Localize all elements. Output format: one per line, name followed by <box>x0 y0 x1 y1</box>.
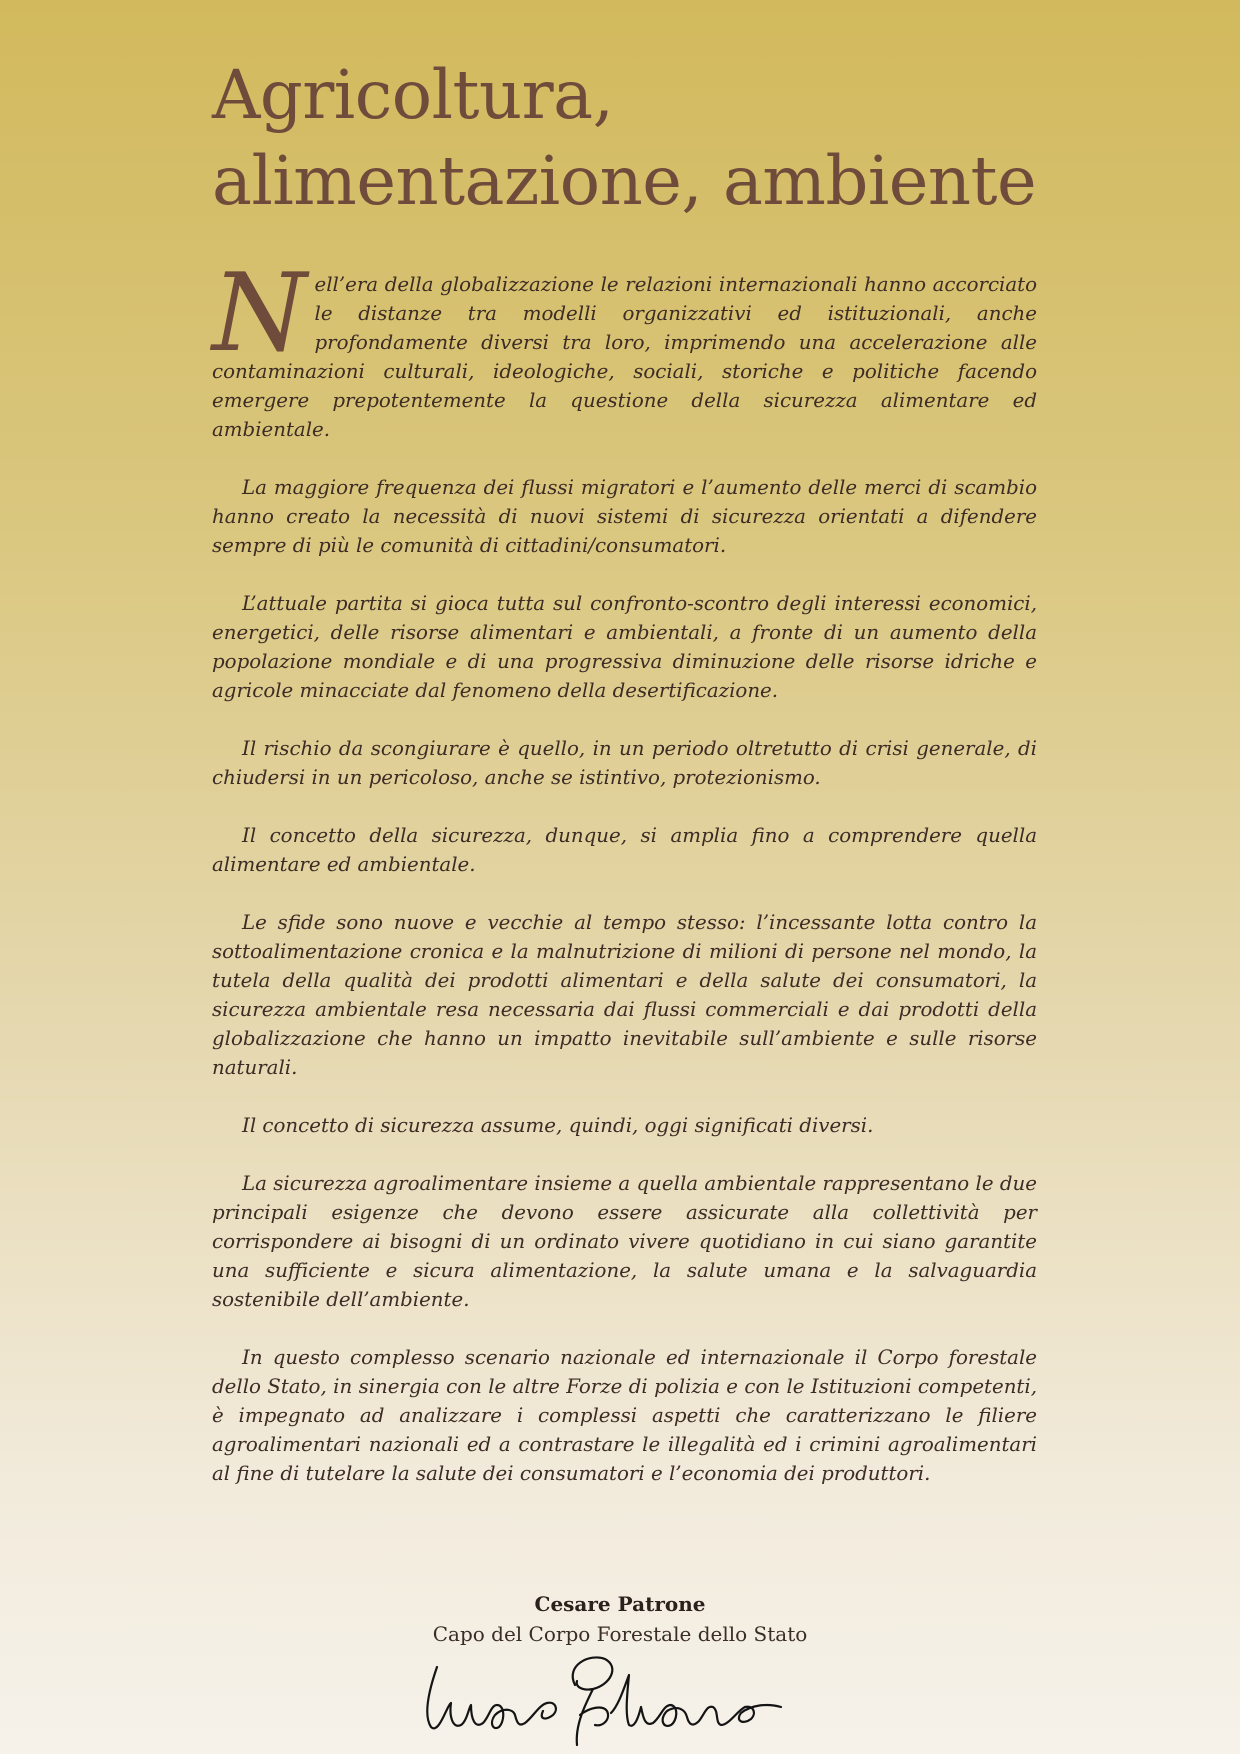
body-text <box>212 251 1037 1517</box>
paragraph-5: Il concetto della sicurezza, dunque, si amplia fino a comprendere quella alimentare ed ambientale. <box>212 824 1037 876</box>
paragraph-7: Il concetto di sicurezza assume, quindi, oggi significati diversi. <box>242 1114 874 1137</box>
page-title <box>212 52 1072 224</box>
drop-cap: N <box>212 251 307 376</box>
signatory-name: Cesare Patrone <box>534 1592 706 1616</box>
paragraph-1 <box>212 251 1037 444</box>
signatory-role: Capo del Corpo Forestale dello Stato <box>432 1622 808 1646</box>
paragraph-4: Il rischio da scongiurare è quello, in un periodo oltretutto di crisi generale, di chiudersi in un pericoloso, anche se istintivo, protezionismo. <box>212 737 1037 789</box>
paragraph-2: La maggiore frequenza dei flussi migratori e l’aumento delle merci di scambio hanno creato la necessità di nuovi sistemi di sicurezza orientati a difendere sempre di più le comunità di cittadini/consumatori. <box>212 476 1037 557</box>
handwritten-signature <box>415 1645 785 1754</box>
title-line-1: Agricoltura, <box>212 56 614 134</box>
paragraph-6: Le sfide sono nuove e vecchie al tempo stesso: l’incessante lotta contro la sottoalimentazione cronica e la malnutrizione di milioni di persone nel mondo, la tutela della qualità dei prodotti alimentari e della salute dei consumatori, la sicurezza ambientale resa necessaria dai flussi commerciali e dai prodotti della globalizzazione che hanno un impatto inevitabile sull’ambiente e sulle risorse naturali. <box>212 911 1037 1079</box>
title-line-2: alimentazione, ambiente <box>212 142 1037 220</box>
paragraph-8: La sicurezza agroalimentare insieme a quella ambientale rappresentano le due principali esigenze che devono essere assicurate alla collettività per corrispondere ai bisogni di un ordinato vivere quotidiano in cui siano garantite una sufficiente e sicura alimentazione, la salute umana e la salvaguardia sostenibile dell’ambiente. <box>212 1172 1037 1311</box>
paragraph-1-text: ell’era della globalizzazione le relazioni internazionali hanno accorciato le distanze tra modelli organizzativi ed istituzionali, anche profondamente diversi tra loro, imprimendo una accelerazione alle contaminazioni culturali, ideologiche, sociali, storiche e politiche facendo emergere prepotentemente la questione della sicurezza alimentare ed ambientale. <box>212 273 1037 441</box>
paragraph-9: In questo complesso scenario nazionale ed internazionale il Corpo forestale dello Stato, in sinergia con le altre Forze di polizia e con le Istituzioni competenti, è impegnato ad analizzare i complessi aspetti che caratterizzano le filiere agroalimentari nazionali ed a contrastare le illegalità ed i crimini agroalimentari al fine di tutelare la salute dei consumatori e l’economia dei produttori. <box>212 1346 1037 1485</box>
paragraph-3: L’attuale partita si gioca tutta sul confronto-scontro degli interessi economici, energetici, delle risorse alimentari e ambientali, a fronte di un aumento della popolazione mondiale e di una progressiva diminuzione delle risorse idriche e agricole minacciate dal fenomeno della desertificazione. <box>212 592 1037 702</box>
